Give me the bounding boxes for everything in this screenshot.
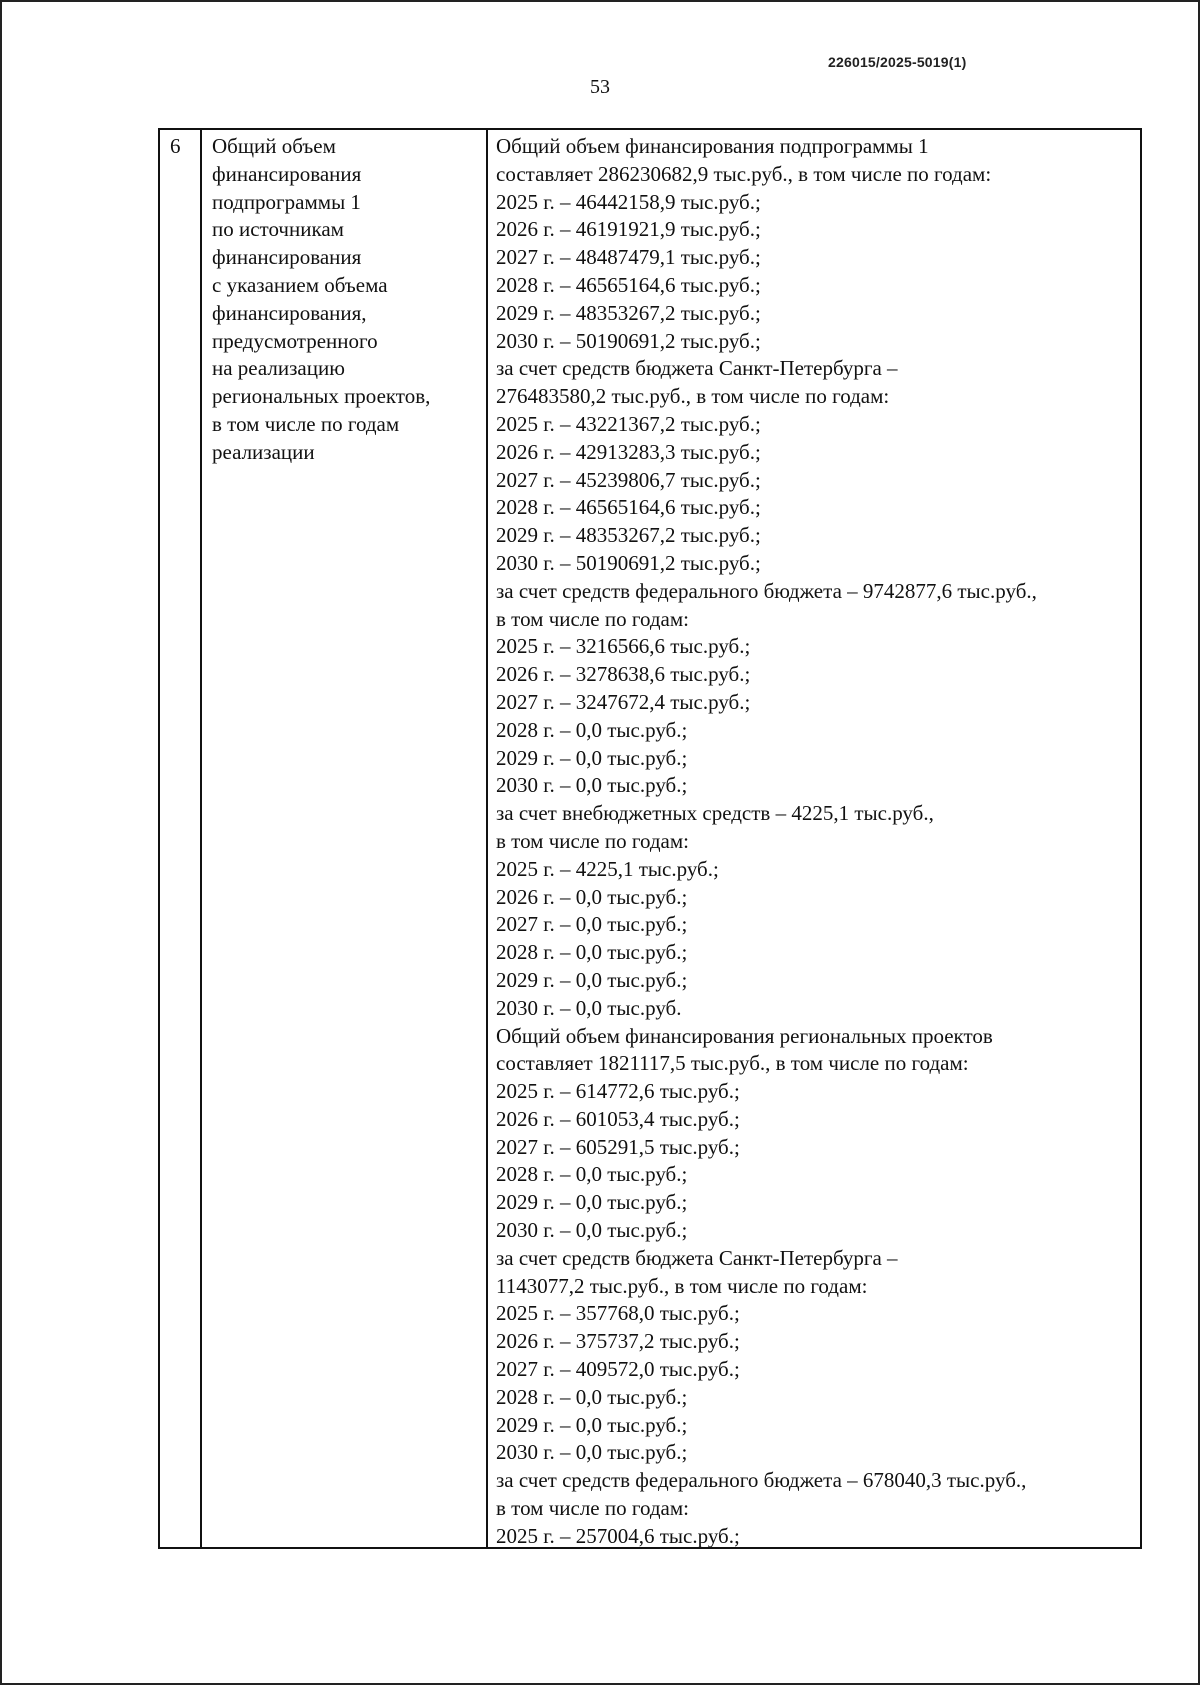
funding-table — [158, 128, 1142, 1549]
label-line: с указанием объема — [212, 272, 388, 297]
label-line: Общий объем — [212, 134, 336, 158]
row-number-cell — [160, 130, 202, 1547]
content-line: Общий объем финансирования подпрограммы 1 — [496, 134, 929, 158]
content-line: 2030 г. – 0,0 тыс.руб.; — [496, 1218, 688, 1243]
content-line: 2026 г. – 0,0 тыс.руб.; — [496, 884, 688, 909]
label-line: реализации — [212, 439, 315, 464]
content-line: 2026 г. – 601053,4 тыс.руб.; — [496, 1106, 740, 1131]
content-line: 2029 г. – 0,0 тыс.руб.; — [496, 1412, 688, 1437]
content-line: 2029 г. – 48353267,2 тыс.руб.; — [496, 523, 761, 548]
content-line: 2027 г. – 48487479,1 тыс.руб.; — [496, 245, 761, 270]
content-line: 2028 г. – 0,0 тыс.руб.; — [496, 940, 688, 965]
content-line: 276483580,2 тыс.руб., в том числе по годам: — [496, 384, 890, 409]
content-line: Общий объем финансирования региональных проектов — [496, 1023, 993, 1048]
content-line: 2025 г. – 46442158,9 тыс.руб.; — [496, 189, 761, 214]
content-line: 2025 г. – 357768,0 тыс.руб.; — [496, 1301, 740, 1326]
content-line: 2025 г. – 43221367,2 тыс.руб.; — [496, 411, 761, 436]
document-id: 226015/2025-5019(1) — [828, 54, 967, 70]
content-line: 2026 г. – 375737,2 тыс.руб.; — [496, 1329, 740, 1354]
label-line: финансирования — [212, 245, 362, 270]
content-line: 2030 г. – 50190691,2 тыс.руб.; — [496, 550, 761, 575]
label-line: подпрограммы 1 — [212, 189, 361, 214]
content-line: 2029 г. – 0,0 тыс.руб.; — [496, 745, 688, 770]
content-line: за счет средств бюджета Санкт-Петербурга – — [496, 1245, 898, 1270]
content-line: за счет внебюджетных средств – 4225,1 тыс.руб., — [496, 801, 934, 826]
row-label-cell — [202, 130, 488, 1547]
content-line: 2027 г. – 605291,5 тыс.руб.; — [496, 1134, 740, 1159]
content-line: 2029 г. – 0,0 тыс.руб.; — [496, 967, 688, 992]
content-line: 2026 г. – 46191921,9 тыс.руб.; — [496, 217, 761, 242]
content-line: 2029 г. – 48353267,2 тыс.руб.; — [496, 300, 761, 325]
label-line: в том числе по годам — [212, 411, 400, 436]
label-line: финансирования — [212, 161, 362, 186]
content-line: 2028 г. – 0,0 тыс.руб.; — [496, 1384, 688, 1409]
content-line: 2026 г. – 3278638,6 тыс.руб.; — [496, 662, 751, 687]
content-line: 2025 г. – 614772,6 тыс.руб.; — [496, 1079, 740, 1104]
content-line: 2027 г. – 0,0 тыс.руб.; — [496, 912, 688, 937]
content-line: 2025 г. – 257004,6 тыс.руб.; — [496, 1523, 740, 1548]
label-line: на реализацию — [212, 356, 345, 381]
content-line: 1143077,2 тыс.руб., в том числе по годам: — [496, 1273, 868, 1298]
content-line: составляет 286230682,9 тыс.руб., в том числе по годам: — [496, 161, 992, 186]
page-number: 53 — [590, 76, 610, 98]
content-line: 2025 г. – 3216566,6 тыс.руб.; — [496, 634, 751, 659]
row-content-cell — [488, 130, 1140, 1547]
label-line: финансирования, — [212, 300, 367, 325]
label-line: предусмотренного — [212, 328, 378, 353]
content-line: 2027 г. – 45239806,7 тыс.руб.; — [496, 467, 761, 492]
content-line: 2028 г. – 46565164,6 тыс.руб.; — [496, 495, 761, 520]
label-line: региональных проектов, — [212, 384, 431, 409]
content-line: в том числе по годам: — [496, 828, 689, 853]
row-number: 6 — [170, 134, 181, 158]
content-line: 2030 г. – 0,0 тыс.руб.; — [496, 773, 688, 798]
content-line: 2030 г. – 0,0 тыс.руб.; — [496, 1440, 688, 1465]
content-line: 2026 г. – 42913283,3 тыс.руб.; — [496, 439, 761, 464]
content-line: 2028 г. – 0,0 тыс.руб.; — [496, 717, 688, 742]
content-line: в том числе по годам: — [496, 1496, 689, 1521]
content-line: 2029 г. – 0,0 тыс.руб.; — [496, 1190, 688, 1215]
content-line: 2025 г. – 4225,1 тыс.руб.; — [496, 856, 719, 881]
content-line: 2027 г. – 3247672,4 тыс.руб.; — [496, 689, 751, 714]
content-line: 2030 г. – 0,0 тыс.руб. — [496, 995, 682, 1020]
content-line: за счет средств бюджета Санкт-Петербурга – — [496, 356, 898, 381]
content-line: в том числе по годам: — [496, 606, 689, 631]
content-line: за счет средств федерального бюджета – 9742877,6 тыс.руб., — [496, 578, 1037, 603]
content-line: составляет 1821117,5 тыс.руб., в том числе по годам: — [496, 1051, 969, 1076]
content-line: за счет средств федерального бюджета – 678040,3 тыс.руб., — [496, 1468, 1027, 1493]
content-line: 2030 г. – 50190691,2 тыс.руб.; — [496, 328, 761, 353]
label-line: по источникам — [212, 217, 344, 242]
content-line: 2028 г. – 0,0 тыс.руб.; — [496, 1162, 688, 1187]
content-line: 2028 г. – 46565164,6 тыс.руб.; — [496, 272, 761, 297]
content-line: 2027 г. – 409572,0 тыс.руб.; — [496, 1357, 740, 1382]
